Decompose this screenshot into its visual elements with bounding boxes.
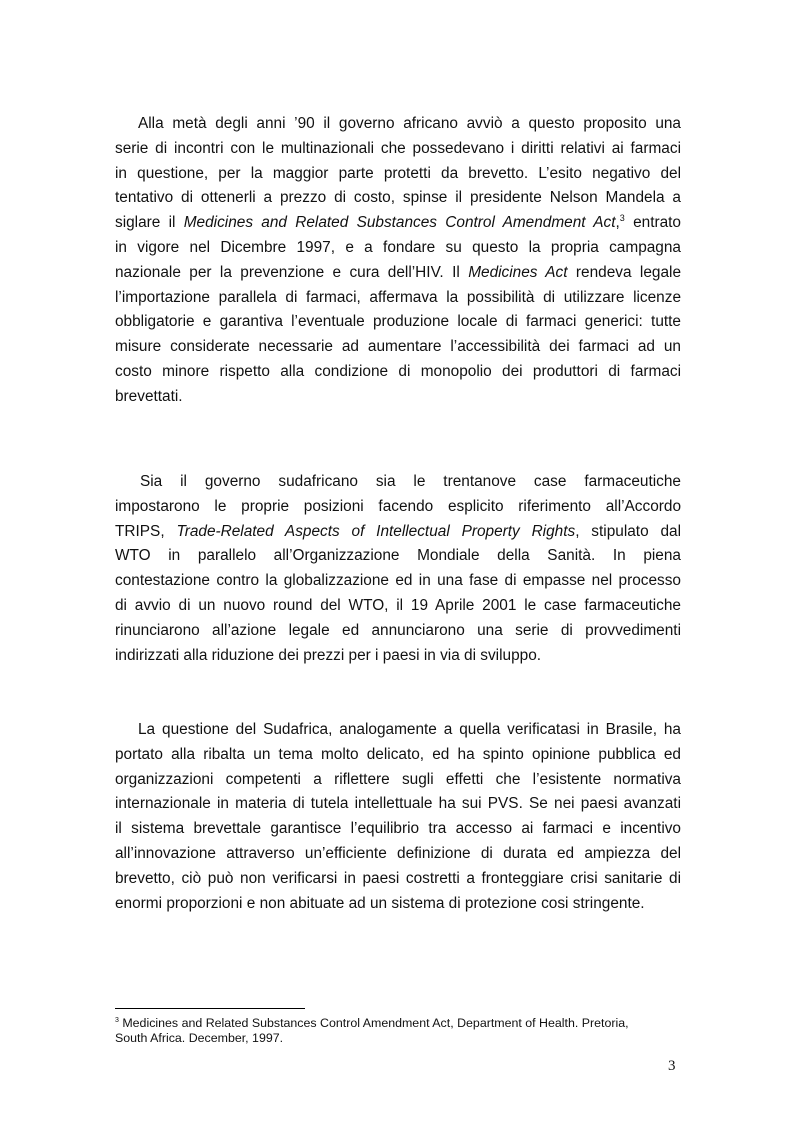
text-line — [115, 261, 681, 286]
text-fragment: , stipulato dal — [575, 522, 681, 540]
text-line: l’importazione parallela di farmaci, affermava la possibilità di utilizzare licenze — [115, 288, 681, 306]
trips-title-italic: Trade-Related Aspects of Intellectual Property Rights — [176, 522, 576, 540]
text-line: La questione del Sudafrica, analogamente a quella verificatasi in Brasile, ha — [138, 721, 681, 738]
footnote-text: Medicines and Related Substances Control Amendment Act, Department of Health. Pretoria, — [118, 1016, 629, 1030]
footnote-number: 3 — [115, 1017, 119, 1024]
text-line: misure considerate necessarie ad aumentare l’accessibilità dei farmaci ad un — [115, 338, 681, 356]
act-title-italic: Medicines and Related Substances Control Amendment Act — [183, 214, 616, 232]
paragraph-1 — [115, 112, 681, 410]
text-line: tentativo di ottenerli a prezzo di costo, spinse il presidente Nelson Mandela a — [115, 189, 681, 207]
footnote-ref: 3 — [619, 213, 625, 224]
text-line: internazionale in materia di tutela intellettuale ha sui PVS. Se nei paesi avanzati — [115, 795, 681, 813]
text-fragment: TRIPS, — [115, 522, 177, 540]
footnote — [115, 1016, 681, 1046]
footnote-line — [115, 1016, 681, 1031]
paragraph-3 — [115, 718, 681, 916]
text-line: rinunciarono all’azione legale ed annunciarono una serie di provvedimenti — [115, 621, 681, 639]
text-line: Sia il governo sudafricano sia le trentanove case farmaceutiche — [140, 473, 681, 490]
text-line: costo minore rispetto alla condizione di monopolio dei produttori di farmaci — [115, 362, 681, 380]
text-line: all’innovazione attraverso un’efficiente definizione di durata ed ampiezza del — [115, 844, 681, 862]
text-line: organizzazioni competenti a riflettere sugli effetti che l’esistente normativa — [115, 770, 681, 788]
text-line: Alla metà degli anni ’90 il governo africano avviò a questo proposito una — [138, 115, 681, 132]
text-line: serie di incontri con le multinazionali che possedevano i diritti relativi ai farmaci — [115, 139, 681, 157]
medicines-act-italic: Medicines Act — [468, 263, 568, 281]
page-number: 3 — [668, 1058, 676, 1074]
text-line: obbligatorie e garantiva l’eventuale produzione locale di farmaci generici: tutte — [115, 313, 681, 331]
text-fragment: siglare il — [115, 214, 184, 232]
text-line: in vigore nel Dicembre 1997, e a fondare su questo la propria campagna — [115, 238, 681, 256]
footnote-line: South Africa. December, 1997. — [115, 1031, 284, 1045]
text-fragment: rendeva legale — [567, 263, 681, 281]
text-line: il sistema brevettale garantisce l’equilibrio tra accesso ai farmaci e incentivo — [115, 820, 681, 838]
text-line: brevetto, ciò può non verificarsi in paesi costretti a fronteggiare crisi sanitarie di — [115, 869, 681, 887]
text-line: di avvio di un nuovo round del WTO, il 19 Aprile 2001 le case farmaceutiche — [115, 596, 681, 614]
footnote-separator — [115, 1008, 305, 1009]
text-line: enormi proporzioni e non abituate ad un sistema di protezione cosi stringente. — [115, 894, 645, 912]
paragraph-2 — [115, 470, 681, 668]
text-line — [115, 520, 681, 545]
text-line: siglare il Medicines and Related Substances Control Amendment Act,$^3$ entrato — [115, 213, 681, 232]
text-line: portato alla ribalta un tema molto delicato, ed ha spinto opinione pubblica ed — [115, 745, 681, 763]
text-fragment: nazionale per la prevenzione e cura dell’HIV. Il — [115, 263, 469, 281]
text-line: WTO in parallelo all’Organizzazione Mondiale della Sanità. In piena — [115, 547, 681, 565]
text-line: contestazione contro la globalizzazione ed in una fase di empasse nel processo — [115, 572, 681, 590]
text-line: brevettati. — [115, 387, 183, 405]
text-fragment: entrato — [624, 214, 681, 232]
text-line: impostarono le proprie posizioni facendo esplicito riferimento all’Accordo — [115, 497, 681, 515]
text-line: in questione, per la maggior parte protetti da brevetto. L’esito negativo del — [115, 164, 681, 182]
text-line: indirizzati alla riduzione dei prezzi per i paesi in via di sviluppo. — [115, 646, 542, 664]
